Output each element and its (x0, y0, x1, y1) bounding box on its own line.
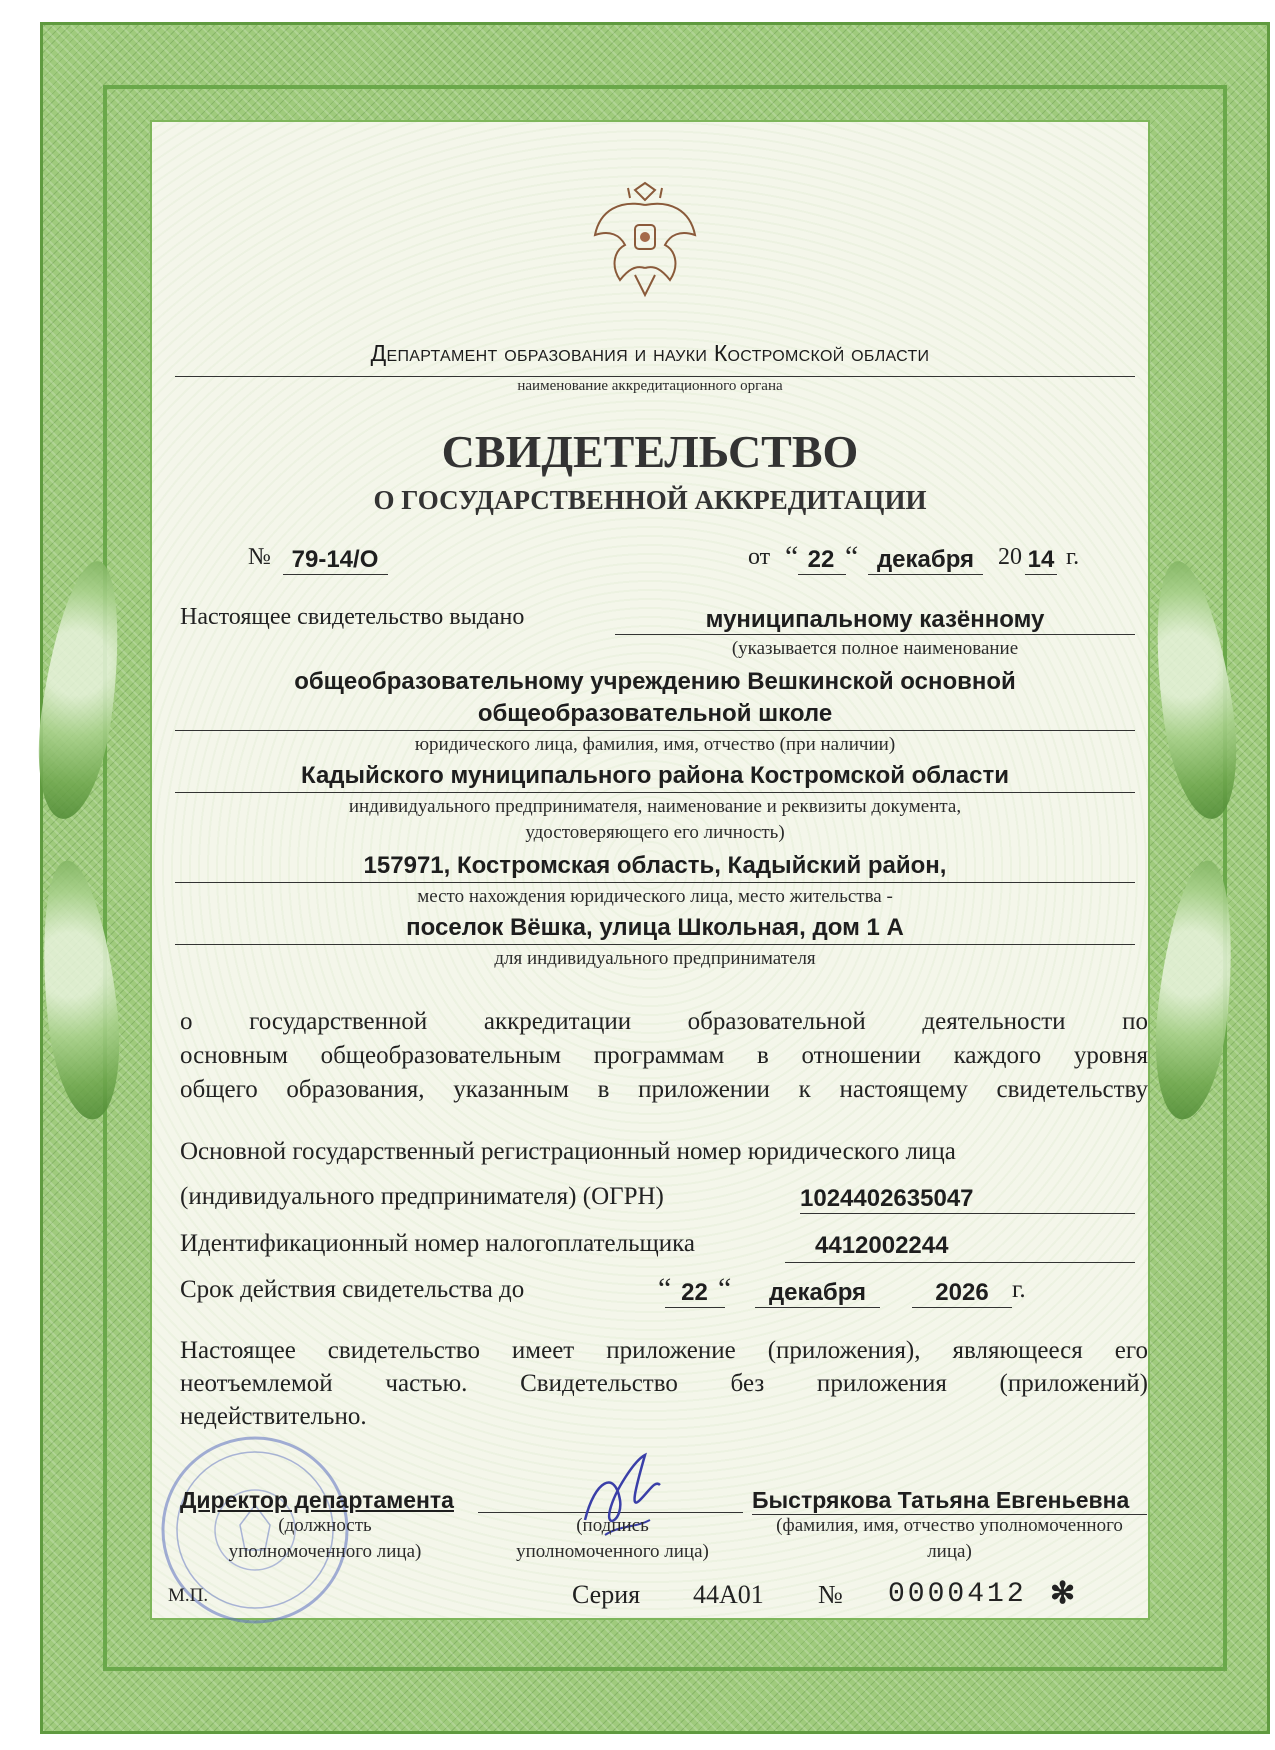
issued-line-3-underline (175, 792, 1135, 793)
inn-label: Идентификационный номер налогоплательщика (180, 1230, 696, 1257)
appendix-line-2: неотъемлемой частью. Свидетельство без приложения (приложений) (180, 1370, 1148, 1397)
issued-hint-4: место нахождения юридического лица, место жительства - (417, 886, 893, 907)
ogrn-line-2: (индивидуального предпринимателя) (ОГРН) (180, 1183, 664, 1210)
authority-name: Департамент образования и науки Костромской области (370, 340, 930, 366)
issued-hint-2: юридического лица, фамилия, имя, отчество (при наличии) (414, 734, 896, 755)
validity-month: декабря (768, 1279, 867, 1306)
validity-open-quote: “ (658, 1272, 672, 1305)
signatory-position: Директор департамента (180, 1487, 454, 1513)
form-number-value: 0000412 (888, 1579, 1027, 1610)
issued-line-3: Кадыйского муниципального района Костромской области (301, 762, 1009, 789)
date-month-underline (868, 574, 983, 575)
ogrn-line-1: Основной государственный регистрационный номер юридического лица (180, 1138, 956, 1165)
issued-hint-3b: удостоверяющего его личность) (525, 822, 785, 843)
sign-hint-1: (подпись (576, 1515, 649, 1536)
person-hint-1: (фамилия, имя, отчество уполномоченного (776, 1515, 1123, 1536)
date-open-quote: “ (785, 540, 799, 573)
date-year-prefix: 20 (998, 544, 1022, 570)
authority-hint: наименование аккредитационного органа (517, 378, 783, 394)
issued-line-1-underline (615, 634, 1135, 635)
appendix-line-1: Настоящее свидетельство имеет приложение (приложения), являющееся его (180, 1337, 1148, 1364)
signatory-name: Быстрякова Татьяна Евгеньевна (752, 1487, 1130, 1513)
coat-of-arms-icon (590, 180, 700, 300)
appendix-line-3: недействительно. (180, 1403, 367, 1430)
date-day: 22 (807, 546, 835, 573)
issued-line-5-underline (175, 944, 1135, 945)
validity-suffix: г. (1012, 1276, 1026, 1303)
ogrn-underline (800, 1213, 1135, 1214)
issued-lead: Настоящее свидетельство выдано (180, 604, 525, 630)
position-hint-1: (должность (278, 1515, 372, 1536)
date-suffix: г. (1066, 544, 1080, 570)
validity-day: 22 (681, 1279, 708, 1306)
scope-line-2: основным общеобразовательным программам в отношении каждого уровня (180, 1042, 1148, 1069)
document-subtitle: О ГОСУДАРСТВЕННОЙ АККРЕДИТАЦИИ (373, 485, 927, 515)
date-close-quote: “ (845, 540, 859, 573)
issued-hint-3a: индивидуального предпринимателя, наименование и реквизиты документа, (348, 796, 962, 817)
validity-month-underline (755, 1307, 880, 1308)
issued-line-5: поселок Вёшка, улица Школьная, дом 1 А (406, 914, 904, 941)
sign-hint-2: уполномоченного лица) (516, 1541, 709, 1562)
issued-line-4-underline (175, 882, 1135, 883)
date-year-underline (1025, 574, 1057, 575)
issued-line-4: 157971, Костромская область, Кадыйский район, (363, 852, 947, 879)
validity-close-quote: “ (718, 1272, 732, 1305)
issued-line-2-underline (175, 730, 1135, 731)
scope-line-3: общего образования, указанным в приложении к настоящему свидетельству (180, 1076, 1148, 1103)
date-day-underline (798, 574, 846, 575)
validity-day-underline (665, 1307, 725, 1308)
certificate-number: 79-14/О (291, 546, 379, 573)
series-value: 44А01 (693, 1580, 764, 1609)
inn-underline (785, 1262, 1135, 1263)
date-prefix: от (748, 544, 771, 570)
issued-line-2a: общеобразовательному учреждению Вешкинской основной (294, 668, 1016, 695)
position-hint-2: уполномоченного лица) (228, 1541, 422, 1562)
validity-year-underline (912, 1307, 1012, 1308)
date-month: декабря (876, 546, 975, 573)
series-label: Серия (572, 1580, 641, 1609)
inn-value: 4412002244 (815, 1232, 949, 1259)
form-number-label: № (818, 1580, 843, 1609)
number-underline (283, 574, 388, 575)
validity-label: Срок действия свидетельства до (180, 1276, 525, 1303)
authority-underline (175, 376, 1135, 377)
issued-line-1: муниципальному казённому (705, 606, 1045, 633)
issued-line-2b: общеобразовательной школе (477, 700, 833, 727)
validity-year: 2026 (935, 1279, 989, 1306)
document-title: СВИДЕТЕЛЬСТВО (441, 426, 859, 477)
scope-line-1: о государственной аккредитации образовательной деятельности по (180, 1008, 1148, 1035)
issued-hint-1: (указывается полное наименование (731, 638, 1019, 659)
date-year-suffix: 14 (1027, 546, 1055, 573)
issued-hint-5: для индивидуального предпринимателя (494, 948, 816, 969)
stamp-place-label: М.П. (168, 1585, 209, 1606)
person-hint-2: лица) (927, 1541, 972, 1562)
ogrn-value: 1024402635047 (800, 1185, 974, 1212)
star-icon: ✻ (1050, 1577, 1076, 1610)
number-label: № (248, 544, 271, 570)
